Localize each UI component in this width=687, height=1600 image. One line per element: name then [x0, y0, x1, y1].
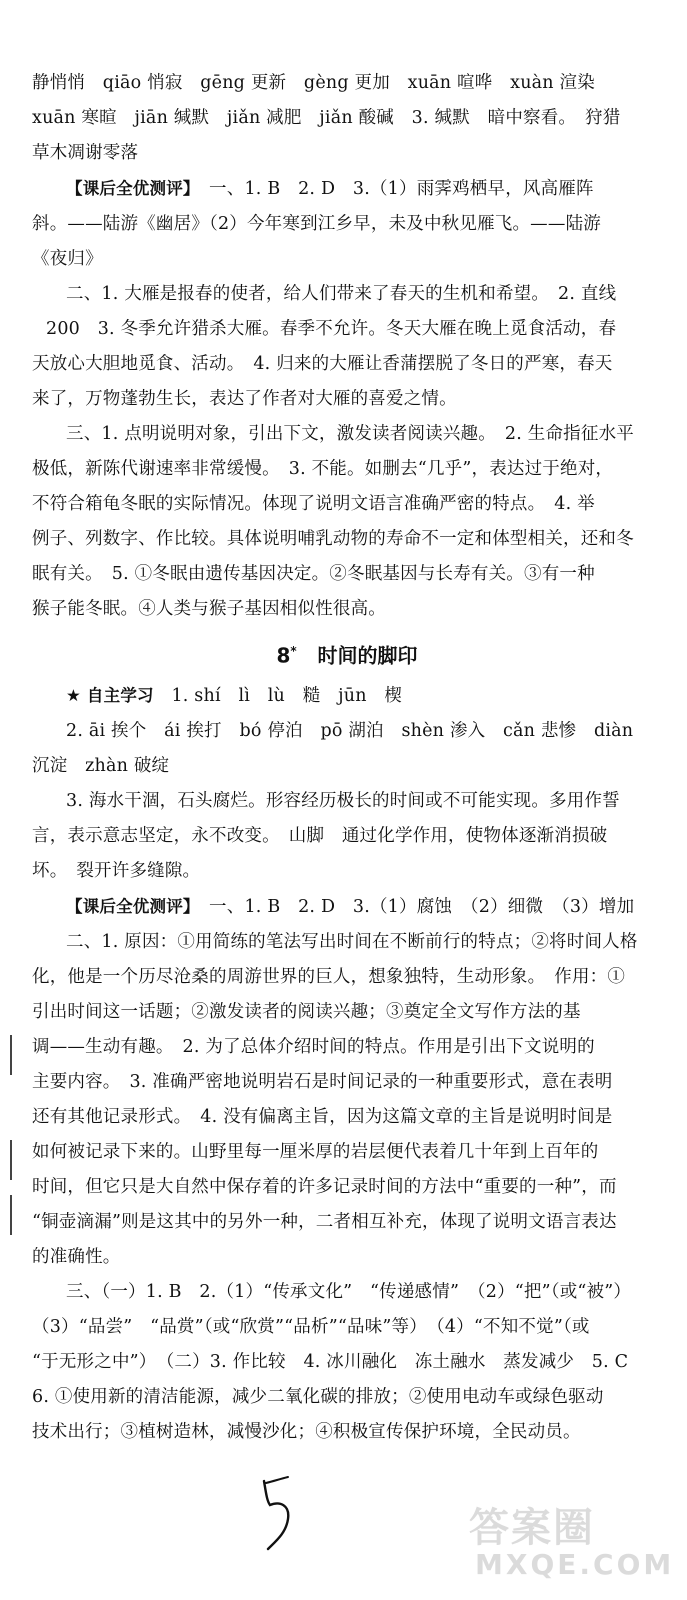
- section-tag: 【课后全优测评】: [66, 896, 192, 916]
- text-line: 200 3. 冬季允许猎杀大雁。春季不允许。冬天大雁在晚上觅食活动，春: [46, 319, 617, 339]
- margin-mark: [10, 1195, 12, 1235]
- answer-text: 一、1. B 2. D 3.（1）雨霁鸡栖早，风高雁阵: [191, 179, 594, 199]
- text-line: [32, 889, 662, 925]
- text-line: 二、1. 原因：①用简练的笔法写出时间在不断前行的特点；②将时间人格: [66, 931, 638, 952]
- site-watermark: [469, 1496, 675, 1586]
- text-line: 主要内容。 3. 准确严密地说明岩石是时间记录的一种重要形式，意在表明: [32, 1071, 613, 1092]
- text-line: 引出时间这一话题；②激发读者的阅读兴趣；③奠定全文写作方法的基: [32, 1001, 581, 1022]
- text-line: 坏。 裂开许多缝隙。: [32, 860, 201, 881]
- text-line: 的准确性。: [32, 1246, 121, 1267]
- text-line: 天放心大胆地觅食、活动。 4. 归来的大雁让香蒲摆脱了冬日的严寒，春天: [32, 354, 613, 374]
- text-line: 例子、列数字、作比较。具体说明哺乳动物的寿命不一定和体型相关，还和冬: [32, 529, 634, 549]
- watermark-en: MXQE.COM: [475, 1548, 675, 1581]
- text-line: 2. āi 挨个 ái 挨打 bó 停泊 pō 湖泊 shèn 渗入 cǎn 悲惨 diàn: [66, 720, 634, 741]
- section-mark: *: [290, 644, 297, 658]
- text-line: [32, 171, 662, 207]
- text-line: 极低，新陈代谢速率非常缓慢。 3. 不能。如删去“几乎”，表达过于绝对，: [32, 459, 614, 479]
- text-line: “于无形之中”） （二）3. 作比较 4. 冰川融化 冻土融水 蒸发减少 5. C: [32, 1351, 629, 1372]
- section-number: 8: [276, 643, 291, 668]
- text-line: 不符合箱龟冬眠的实际情况。体现了说明文语言准确严密的特点。 4. 举: [32, 494, 595, 514]
- answer-text: 1. shí lì lù 糙 jūn 楔: [153, 685, 403, 706]
- text-line: 时间，但它只是大自然中保存着的许多记录时间的方法中“重要的一种”，而: [32, 1176, 617, 1197]
- text-line: 还有其他记录形式。 4. 没有偏离主旨，因为这篇文章的主旨是说明时间是: [32, 1106, 613, 1127]
- text-line: 3. 海水干涸，石头腐烂。形容经历极长的时间或不可能实现。多用作誓: [66, 790, 620, 811]
- text-line: [32, 678, 662, 714]
- text-line: 6. ①使用新的清洁能源，减少二氧化碳的排放；②使用电动车或绿色驱动: [32, 1386, 604, 1407]
- text-line: 斜。——陆游《幽居》（2）今年寒到江乡早，未及中秋见雁飞。——陆游: [32, 214, 601, 234]
- text-line: “铜壶滴漏”则是这其中的另外一种，二者相互补充，体现了说明文语言表达: [32, 1211, 617, 1232]
- answer-page: [32, 66, 662, 1450]
- text-line: 言，表示意志坚定，永不改变。 山脚 通过化学作用，使物体逐渐消损破: [32, 825, 608, 846]
- section-title-text: 时间的脚印: [317, 643, 418, 668]
- text-line: 沉淀 zhàn 破绽: [32, 755, 170, 776]
- watermark-cn: 答案圈: [469, 1505, 595, 1551]
- text-line: （3）“品尝” “品赏”（或“欣赏”“品析”“品味”等） （4）“不知不觉”（或: [32, 1316, 590, 1337]
- section-tag: ★ 自主学习: [66, 685, 154, 705]
- text-line: 眠有关。 5. ①冬眠由遗传基因决定。②冬眠基因与长寿有关。③有一种: [32, 564, 595, 584]
- text-line: 三、（一）1. B 2.（1）“传承文化” “传递感情” （2）“把”（或“被”）: [66, 1281, 632, 1302]
- text-line: 来了，万物蓬勃生长，表达了作者对大雁的喜爱之情。: [32, 389, 457, 409]
- text-line: 草木凋谢零落: [32, 143, 139, 163]
- margin-mark: [10, 1035, 12, 1075]
- text-line: 化，他是一个历尽沧桑的周游世界的巨人，想象独特，生动形象。 作用：①: [32, 966, 626, 987]
- text-line: 如何被记录下来的。山野里每一厘米厚的岩层便代表着几十年到上百年的: [32, 1141, 599, 1162]
- text-line: 《夜归》: [32, 249, 103, 269]
- text-line: 三、1. 点明说明对象，引出下文，激发读者阅读兴趣。 2. 生命指征水平: [66, 424, 634, 444]
- margin-mark: [10, 1140, 12, 1180]
- section-title: [32, 629, 662, 678]
- text-line: 二、1. 大雁是报春的使者，给人们带来了春天的生机和希望。 2. 直线: [66, 284, 617, 304]
- text-line: 调——生动有趣。 2. 为了总体介绍时间的特点。作用是引出下文说明的: [32, 1036, 595, 1057]
- text-line: 静悄悄 qiāo 悄寂 gēng 更新 gèng 更加 xuān 喧哗 xuàn 渲染: [32, 73, 595, 93]
- text-line: 技术出行；③植树造林，减慢沙化；④积极宣传保护环境，全民动员。: [32, 1421, 581, 1442]
- handwritten-page-number: [258, 1475, 298, 1560]
- text-line: xuān 寒暄 jiān 缄默 jiǎn 减肥 jiǎn 酸碱 3. 缄默 暗中察看。 狩猎: [32, 108, 621, 128]
- text-line: 猴子能冬眠。④人类与猴子基因相似性很高。: [32, 599, 386, 619]
- answer-text: 一、1. B 2. D 3.（1）腐蚀 （2）细微 （3）增加: [191, 896, 635, 917]
- section-tag: 【课后全优测评】: [66, 179, 192, 198]
